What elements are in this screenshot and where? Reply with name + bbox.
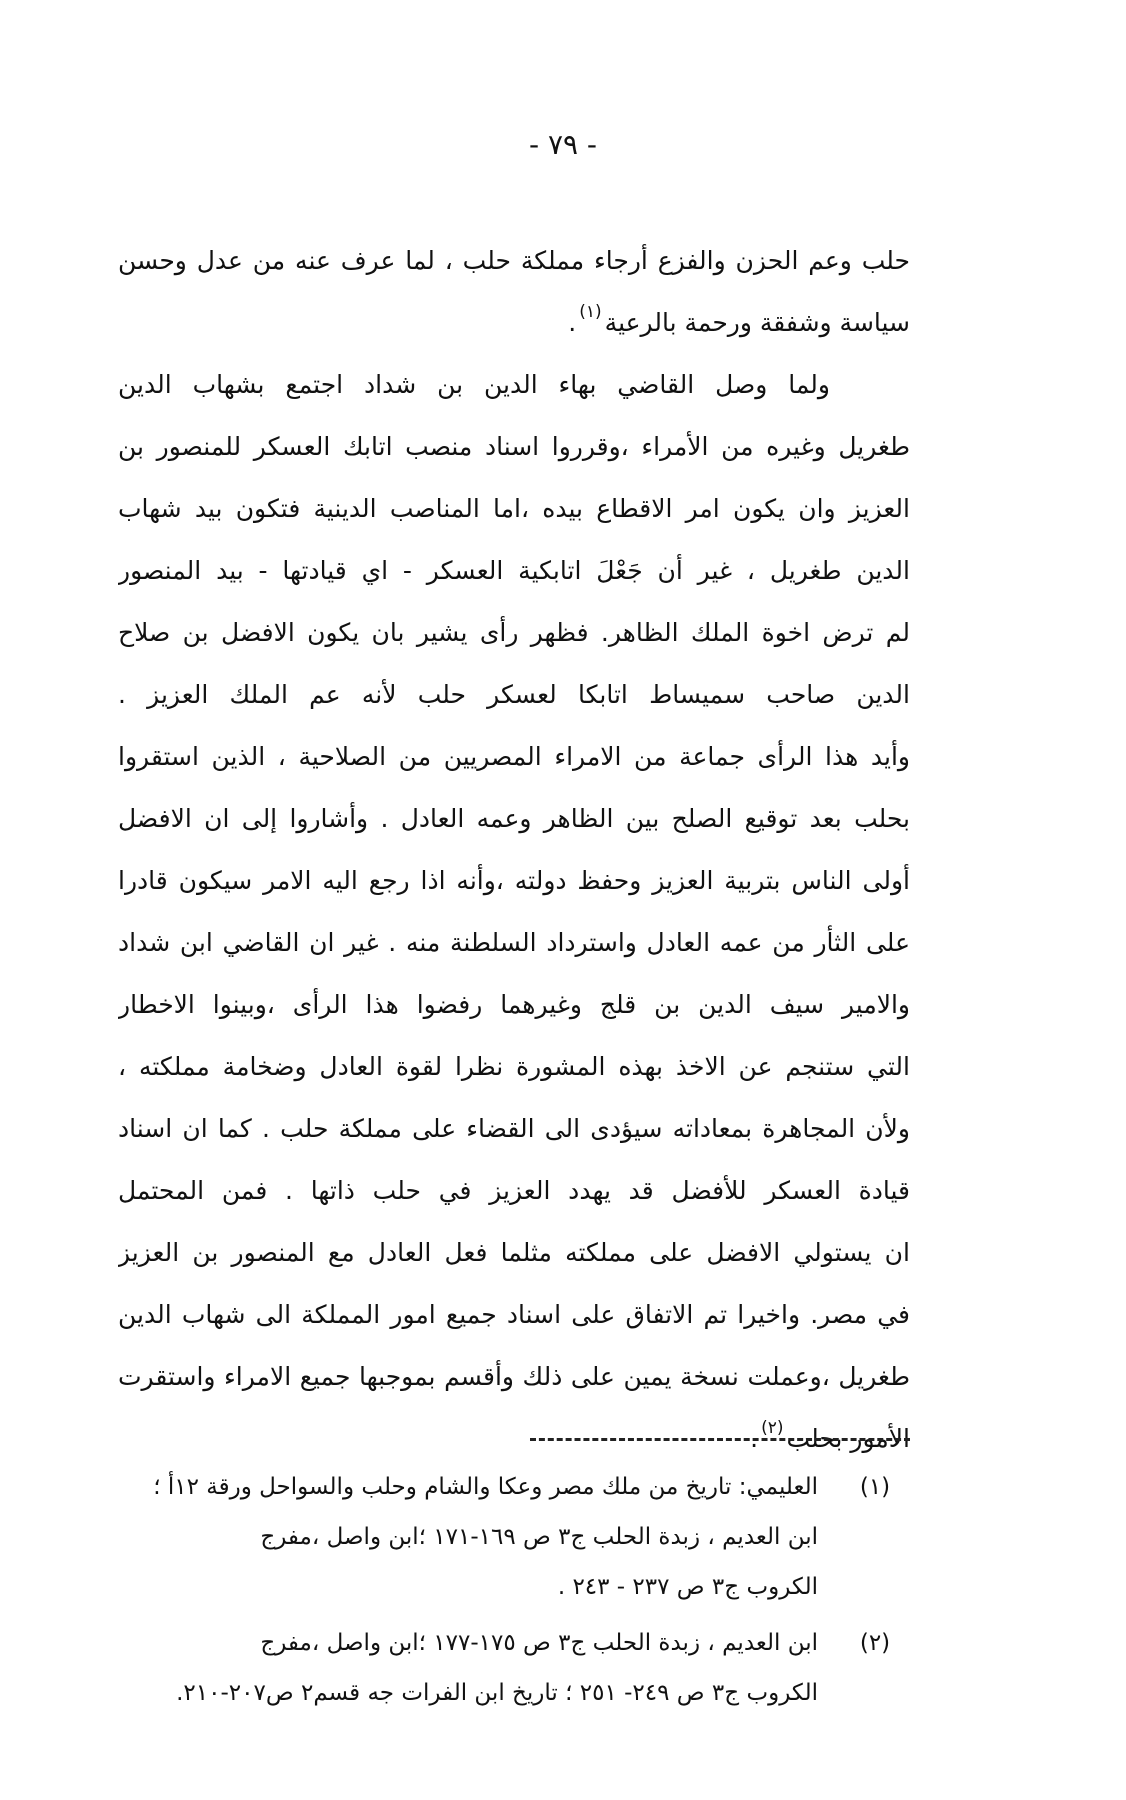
text-line: ان يستولي الافضل على مملكته مثلما فعل العادل مع المنصور بن العزيز [118, 1238, 910, 1267]
text-line: الدين طغريل ، غير أن جَعْلَ اتابكية العسكر - اي قيادتها - بيد المنصور [118, 556, 910, 585]
body-text [118, 230, 910, 1470]
footnote-line: الكروب ج٣ ص ٢٣٧ - ٢٤٣ . [557, 1574, 818, 1600]
text-line: لم ترض اخوة الملك الظاهر. فظهر رأى يشير بان يكون الافضل بن صلاح [118, 618, 910, 647]
page-number: - ٧٩ - [528, 128, 598, 161]
sentence-end: . [750, 1424, 759, 1453]
text-line: طغريل ،وعملت نسخة يمين على ذلك وأقسم بموجبها جميع الامراء واستقرت [118, 1362, 910, 1391]
footnote-ref-1[interactable]: (١) [579, 302, 602, 322]
text-line: على الثأر من عمه العادل واسترداد السلطنة منه . غير ان القاضي ابن شداد [118, 928, 910, 957]
footnote-2 [40, 1618, 910, 1718]
text-line: ولما وصل القاضي بهاء الدين بن شداد اجتمع بشهاب الدين [118, 370, 830, 399]
paragraph-1 [118, 230, 910, 354]
text-line: في مصر. واخيرا تم الاتفاق على اسناد جميع امور المملكة الى شهاب الدين [118, 1300, 910, 1329]
text-line: ولأن المجاهرة بمعاداته سيؤدى الى القضاء على مملكة حلب . كما ان اسناد [118, 1114, 910, 1143]
text-line: الدين صاحب سميساط اتابكا لعسكر حلب لأنه عم الملك العزيز . [118, 680, 910, 709]
text-line-content: الأمور بحلب [786, 1424, 910, 1453]
sentence-end: . [568, 308, 577, 337]
footnote-line: ابن العديم ، زبدة الحلب ج٣ ص ١٧٥-١٧٧ ؛ابن واصل ،مفرج [260, 1630, 818, 1656]
footnote-line: العليمي: تاريخ من ملك مصر وعكا والشام وحلب والسواحل ورقة ١٢أ ؛ [153, 1474, 818, 1500]
footnote-label: (١) [859, 1474, 891, 1500]
footnote-separator [530, 1438, 910, 1441]
footnote-label: (٢) [859, 1630, 891, 1656]
footnotes [40, 1462, 910, 1724]
text-line: حلب وعم الحزن والفزع أرجاء مملكة حلب ، لما عرف عنه من عدل وحسن [118, 246, 910, 275]
text-line: العزيز وان يكون امر الاقطاع بيده ،اما المناصب الدينية فتكون بيد شهاب [118, 494, 910, 523]
text-line: وأيد هذا الرأى جماعة من الامراء المصريين من الصلاحية ، الذين استقروا [118, 742, 910, 771]
text-line: طغريل وغيره من الأمراء ،وقرروا اسناد منصب اتابك العسكر للمنصور بن [118, 432, 910, 461]
text-line: التي ستنجم عن الاخذ بهذه المشورة نظرا لقوة العادل وضخامة مملكته ، [118, 1052, 910, 1081]
text-line: والامير سيف الدين بن قلج وغيرهما رفضوا هذا الرأى ،وبينوا الاخطار [118, 990, 910, 1019]
text-line-last [118, 292, 910, 354]
text-line: قيادة العسكر للأفضل قد يهدد العزيز في حلب ذاتها . فمن المحتمل [118, 1176, 910, 1205]
footnote-line: ابن العديم ، زبدة الحلب ج٣ ص ١٦٩-١٧١ ؛ابن واصل ،مفرج [260, 1524, 818, 1550]
paragraph-2 [118, 354, 910, 1470]
text-line-content: سياسة وشفقة ورحمة بالرعية [604, 308, 910, 337]
footnote-ref-2[interactable]: (٢) [761, 1418, 784, 1438]
text-line: بحلب بعد توقيع الصلح بين الظاهر وعمه العادل . وأشاروا إلى ان الافضل [118, 804, 910, 833]
text-line: أولى الناس بتربية العزيز وحفظ دولته ،وأنه اذا رجع اليه الامر سيكون قادرا [118, 866, 910, 895]
footnote-1 [40, 1462, 910, 1612]
footnote-line: الكروب ج٣ ص ٢٤٩- ٢٥١ ؛ تاريخ ابن الفرات جه قسم٢ ص٢٠٧-٢١٠. [176, 1680, 818, 1706]
